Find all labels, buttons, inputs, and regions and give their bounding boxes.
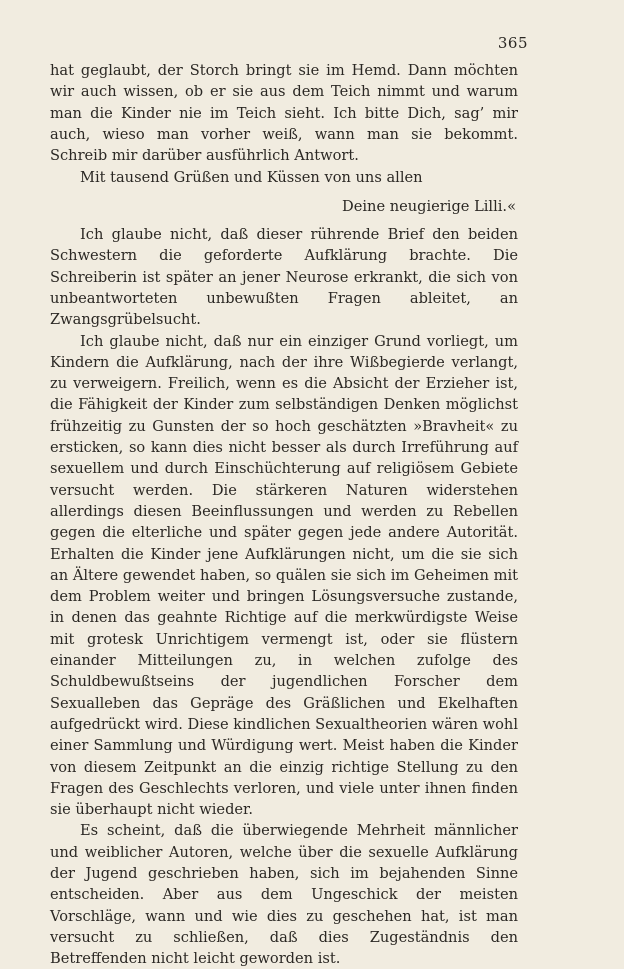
letter-closing: Mit tausend Grüßen und Küssen von uns allen	[80, 169, 423, 187]
body-text	[50, 60, 518, 969]
letter-ending-paragraph: hat geglaubt, der Storch bringt sie im Hemd. Dann möchten wir auch wissen, ob er sie aus dem Teich nimmt und warum man die Kinder nie im Teich sieht. Ich bitte Dich, sag’ mir auch, wieso man vorher weiß, wann man sie bekommt. Schreib mir darüber ausführlich Antwort.	[50, 62, 518, 165]
letter-signature: Deine neugierige Lilli.«	[342, 197, 516, 215]
paragraph-3: Es scheint, daß die überwiegende Mehrheit männlicher und weiblicher Autoren, welche über die sexuelle Aufklärung der Jugend geschrieben haben, sich im bejahenden Sinne entscheiden. Aber aus dem Ungeschick der meisten Vorschläge, wann und wie dies zu geschehen hat, ist man versucht zu schließen, daß dies Zugeständnis den Betreffenden nicht leicht geworden ist.	[50, 822, 518, 968]
paragraph-2: Ich glaube nicht, daß nur ein einziger Grund vorliegt, um Kindern die Aufklärung, nach der ihre Wißbegierde verlangt, zu verweigern. Freilich, wenn es die Absicht der Erzieher ist, die Fähigkeit der Kinder zum selbständigen Denken möglichst frühzeitig zu Gunsten der so hoch geschätzten »Bravheit« zu ersticken, so kann dies nicht besser als durch Irreführung auf sexuellem und durch Einschüchterung auf religiösem Gebiete versucht werden. Die stärkeren Naturen widerstehen allerdings diesen Beeinflussungen und werden zu Rebellen gegen die elterliche und später gegen jede andere Autorität. Erhalten die Kinder jene Aufklärungen nicht, um die sie sich an Ältere gewendet haben, so quälen sie sich im Geheimen mit dem Problem weiter und bringen Lösungsversuche zustande, in denen das geahnte Richtige auf die merkwürdigste Weise mit grotesk Unrichtigem vermengt ist, oder sie flüstern einander Mitteilungen zu, in welchen zufolge des Schuldbewußtseins der jugendlichen Forscher dem Sexualleben das Gepräge des Gräßlichen und Ekelhaften aufgedrückt wird. Diese kindlichen Sexualtheorien wären wohl einer Sammlung und Würdigung wert. Meist haben die Kinder von diesem Zeitpunkt an die einzig richtige Stellung zu den Fragen des Geschlechts verloren, und viele unter ihnen finden sie überhaupt nicht wieder.	[50, 332, 518, 819]
page-number: 365	[497, 34, 528, 52]
paragraph-1: Ich glaube nicht, daß dieser rührende Brief den beiden Schwestern die geforderte Aufklärung brachte. Die Schreiberin ist später an jener Neurose erkrankt, die sich von unbeantworteten unbewußten Fragen ableitet, an Zwangsgrübelsucht.	[50, 226, 518, 329]
